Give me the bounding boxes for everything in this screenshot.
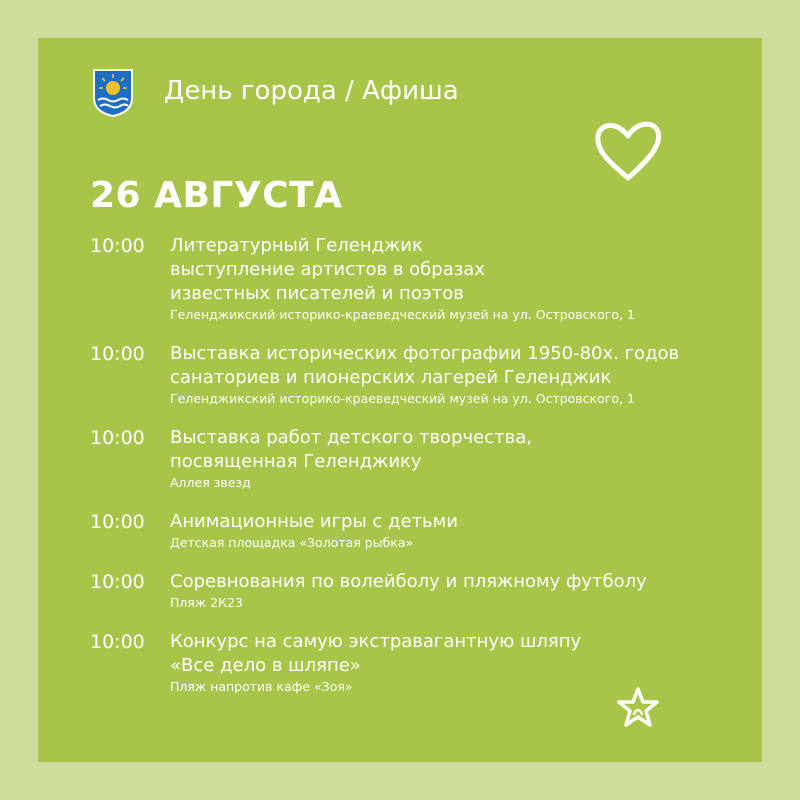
event-title-line: Выставка исторических фотографии 1950-80х. годов (170, 343, 680, 364)
event-title-line: выступление артистов в образах (170, 259, 485, 280)
event-time: 10:00 (90, 427, 145, 449)
heart-icon (590, 116, 666, 184)
event-time: 10:00 (90, 631, 145, 653)
event-item (90, 426, 750, 492)
event-item (90, 342, 750, 408)
events-list (90, 234, 750, 714)
event-time: 10:00 (90, 511, 145, 533)
event-title-line: Выставка работ детского творчества, (170, 427, 532, 448)
event-title-line: Литературный Геленджик (170, 235, 423, 256)
event-title-line: известных писателей и поэтов (170, 283, 464, 304)
event-item (90, 234, 750, 324)
event-title-line: Анимационные игры с детьми (170, 511, 458, 532)
date-heading: 26 АВГУСТА (90, 175, 343, 216)
event-venue: Аллея звезд (170, 475, 251, 490)
event-title-line: Конкурс на самую экстравагантную шляпу (170, 631, 582, 652)
event-venue: Геленджикский историко-краеведческий музей на ул. Островского, 1 (170, 391, 635, 406)
city-coat-of-arms-icon (92, 68, 134, 118)
event-time: 10:00 (90, 343, 145, 365)
event-item (90, 510, 750, 552)
event-time: 10:00 (90, 571, 145, 593)
event-title-line: «Все дело в шляпе» (170, 655, 361, 676)
event-title-line: Соревнования по волейболу и пляжному футболу (170, 571, 647, 592)
event-venue: Геленджикский историко-краеведческий музей на ул. Островского, 1 (170, 307, 635, 322)
event-venue: Пляж 2К23 (170, 595, 243, 610)
poster-card (38, 38, 762, 762)
event-title-line: посвященная Геленджику (170, 451, 422, 472)
event-title-line: санаториев и пионерских лагерей Геленджик (170, 367, 612, 388)
event-venue: Детская площадка «Золотая рыбка» (170, 535, 414, 550)
event-item (90, 570, 750, 612)
star-logo-icon (616, 686, 660, 730)
event-venue: Пляж напротив кафе «Зоя» (170, 679, 353, 694)
page-title: День города / Афиша (164, 76, 459, 106)
event-time: 10:00 (90, 235, 145, 257)
